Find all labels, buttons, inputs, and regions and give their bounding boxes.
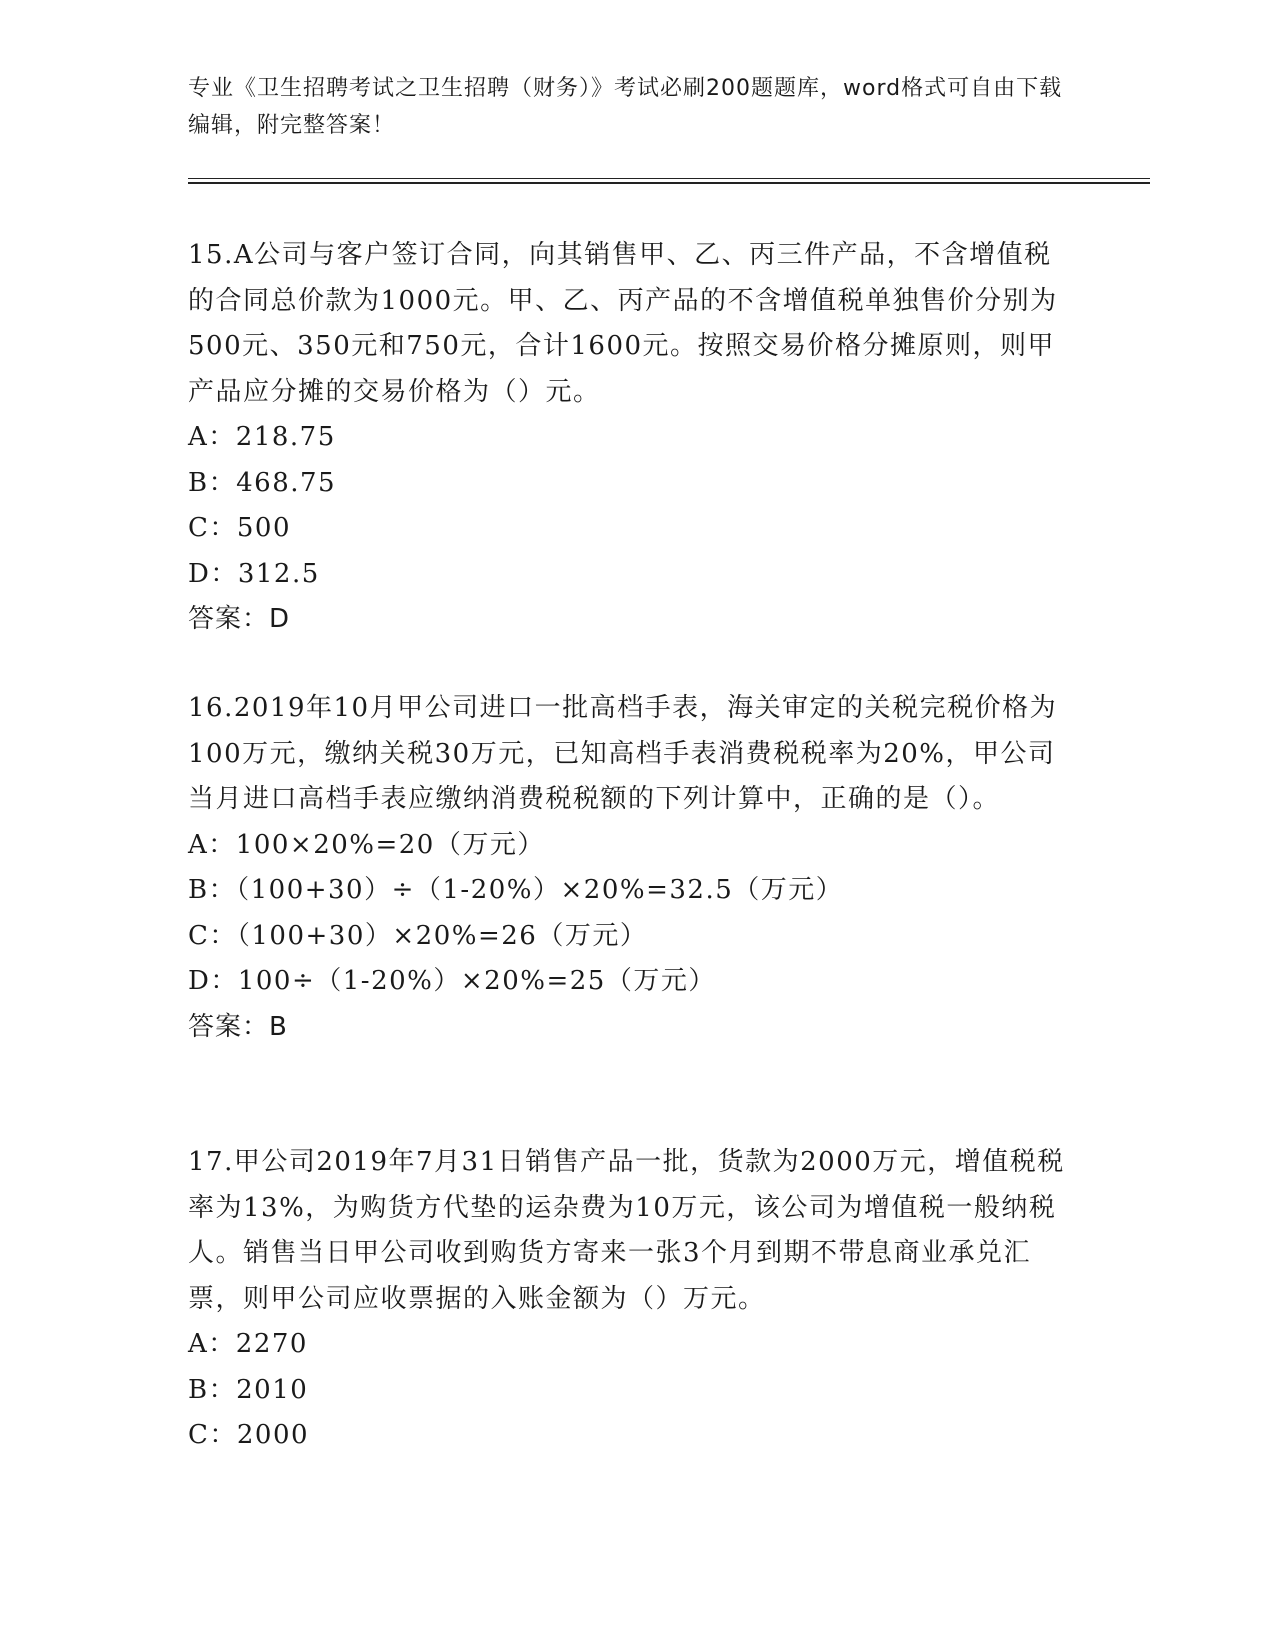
option-a: A：218.75 [188,422,336,452]
option-b: B：468.75 [188,467,337,498]
option-c: C：500 [188,513,292,543]
question-stem: 15.A公司与客户签订合同，向其销售甲、乙、丙三件产品，不含增值税的合同总价款为1000元。甲、乙、丙产品的不含增值税单独售价分别为500元、350元和750元，合计1600元。按照交易价格分摊原则，则甲产品应分摊的交易价格为（）元。 [188,240,1058,407]
question-stem: 16.2019年10月甲公司进口一批高档手表，海关审定的关税完税价格为100万元，缴纳关税30万元，已知高档手表消费税税率为20%，甲公司当月进口高档手表应缴纳消费税税额的下列计算中，正确的是（）。 [188,693,1058,814]
option-c: C：（100+30）×20%=26（万元） [188,920,648,951]
option-b: B：（100+30）÷（1-20%）×20%=32.5（万元） [188,875,844,905]
option-d: D：312.5 [188,558,320,589]
answer-text: 答案：D [188,604,291,634]
option-d: D：100÷（1-20%）×20%=25（万元） [188,966,716,996]
option-a: A：100×20%=20（万元） [188,829,545,860]
header-divider-thin [188,178,1150,179]
question-17 [188,1140,1068,1459]
question-16 [188,686,1068,1050]
question-stem: 17.甲公司2019年7月31日销售产品一批，货款为2000万元，增值税税率为13%，为购货方代垫的运杂费为10万元，该公司为增值税一般纳税人。销售当日甲公司收到购货方寄来一张3个月到期不带息商业承兑汇票，则甲公司应收票据的入账金额为（）万元。 [188,1147,1065,1314]
document-header [188,70,1068,144]
header-text: 专业《卫生招聘考试之卫生招聘（财务）》考试必刷200题题库，word格式可自由下载编辑，附完整答案！ [188,76,1063,138]
question-15 [188,233,1068,643]
option-c: C：2000 [188,1420,310,1450]
header-divider-thick [188,182,1150,184]
option-b: B：2010 [188,1374,309,1405]
answer-text: 答案：B [188,1011,288,1042]
option-a: A：2270 [188,1329,308,1359]
